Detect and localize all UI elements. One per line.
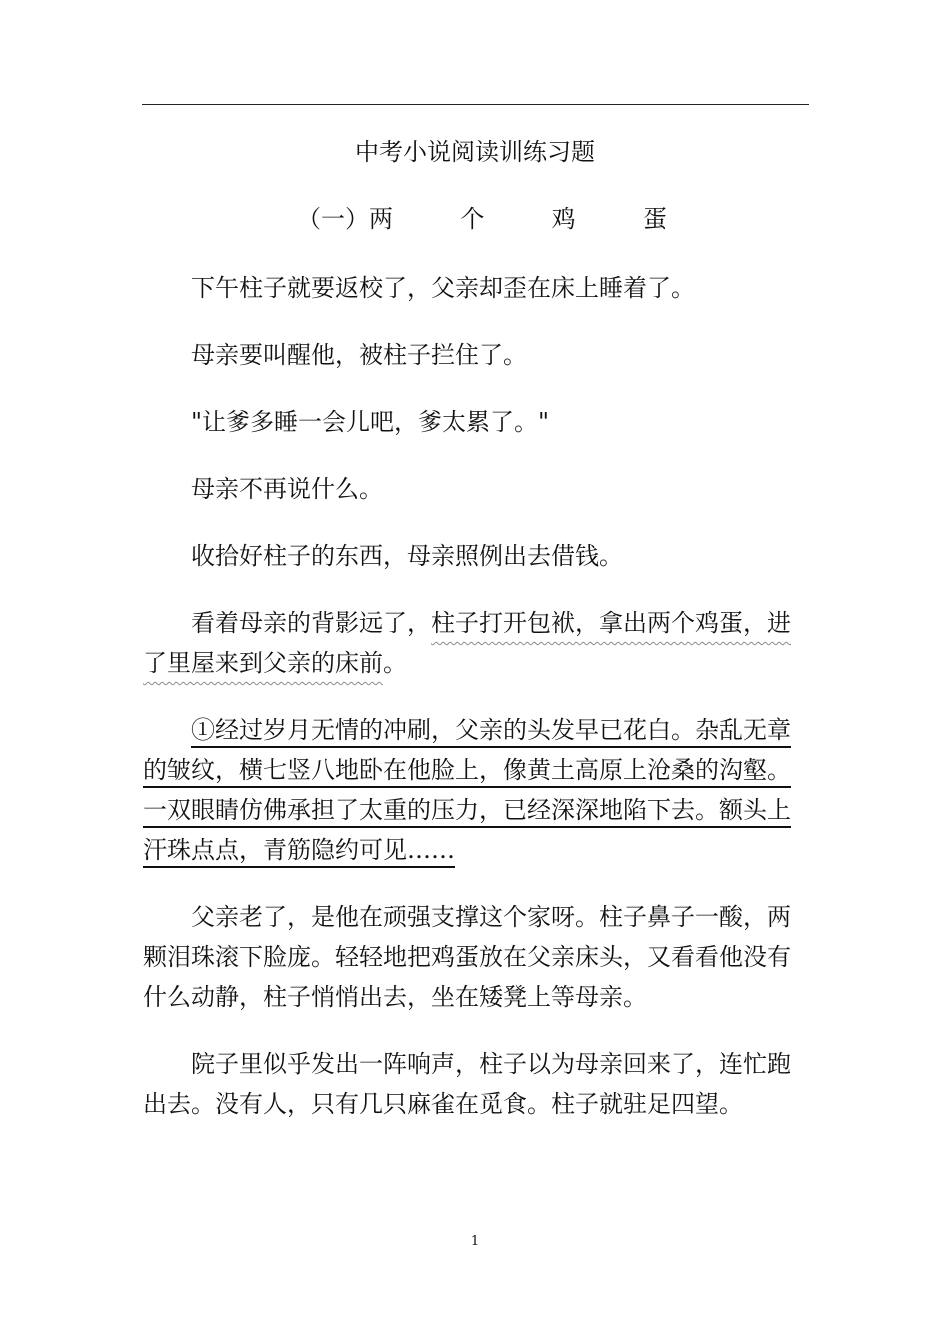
story-title-part: 蛋	[642, 205, 667, 233]
underlined-passage-1: ①经过岁月无情的冲刷，父亲的头发早已花白。杂乱无章的皱纹，横七竖八地卧在他脸上，像黄土高原上沧桑的沟壑。一双眼睛仿佛承担了太重的压力，已经深深地陷下去。额头上汗珠点点，青筋隐约可见……	[143, 716, 791, 864]
story-title-part: 个	[460, 205, 485, 233]
paragraph: 院子里似乎发出一阵响声，柱子以为母亲回来了，连忙跑出去。没有人，只有几只麻雀在觅食。柱子就驻足四望。	[143, 1050, 791, 1118]
paragraph: 父亲老了，是他在顽强支撑这个家呀。柱子鼻子一酸，两颗泪珠滚下脸庞。轻轻地把鸡蛋放在父亲床头，又看看他没有什么动静，柱子悄悄出去，坐在矮凳上等母亲。	[143, 903, 791, 1011]
story-body	[143, 268, 809, 1151]
paragraph-text: 看着母亲的背影远了，	[191, 609, 431, 637]
paragraph: 收拾好柱子的东西，母亲照例出去借钱。	[191, 542, 623, 570]
page-number: 1	[470, 1234, 480, 1249]
paragraph: 母亲要叫醒他，被柱子拦住了。	[191, 341, 527, 369]
header-rule	[142, 104, 809, 105]
paragraph: 下午柱子就要返校了，父亲却歪在床上睡着了。	[191, 274, 695, 302]
story-title-part: 鸡	[551, 205, 576, 233]
paragraph-text: 。	[383, 649, 407, 677]
paragraph: 母亲不再说什么。	[191, 475, 383, 503]
dialogue-paragraph: "让爹多睡一会儿吧，爹太累了。"	[191, 408, 550, 436]
story-title	[297, 204, 667, 234]
story-title-part: （一）两	[297, 205, 393, 233]
paragraph-with-solid-underline	[143, 710, 809, 870]
wavy-underlined-sentence: 柱子打开包袱，拿出两个鸡蛋，进了里屋来到父亲的床前	[143, 609, 791, 677]
paragraph-with-wavy-underline	[143, 603, 809, 683]
document-title: 中考小说阅读训练习题	[355, 138, 595, 166]
